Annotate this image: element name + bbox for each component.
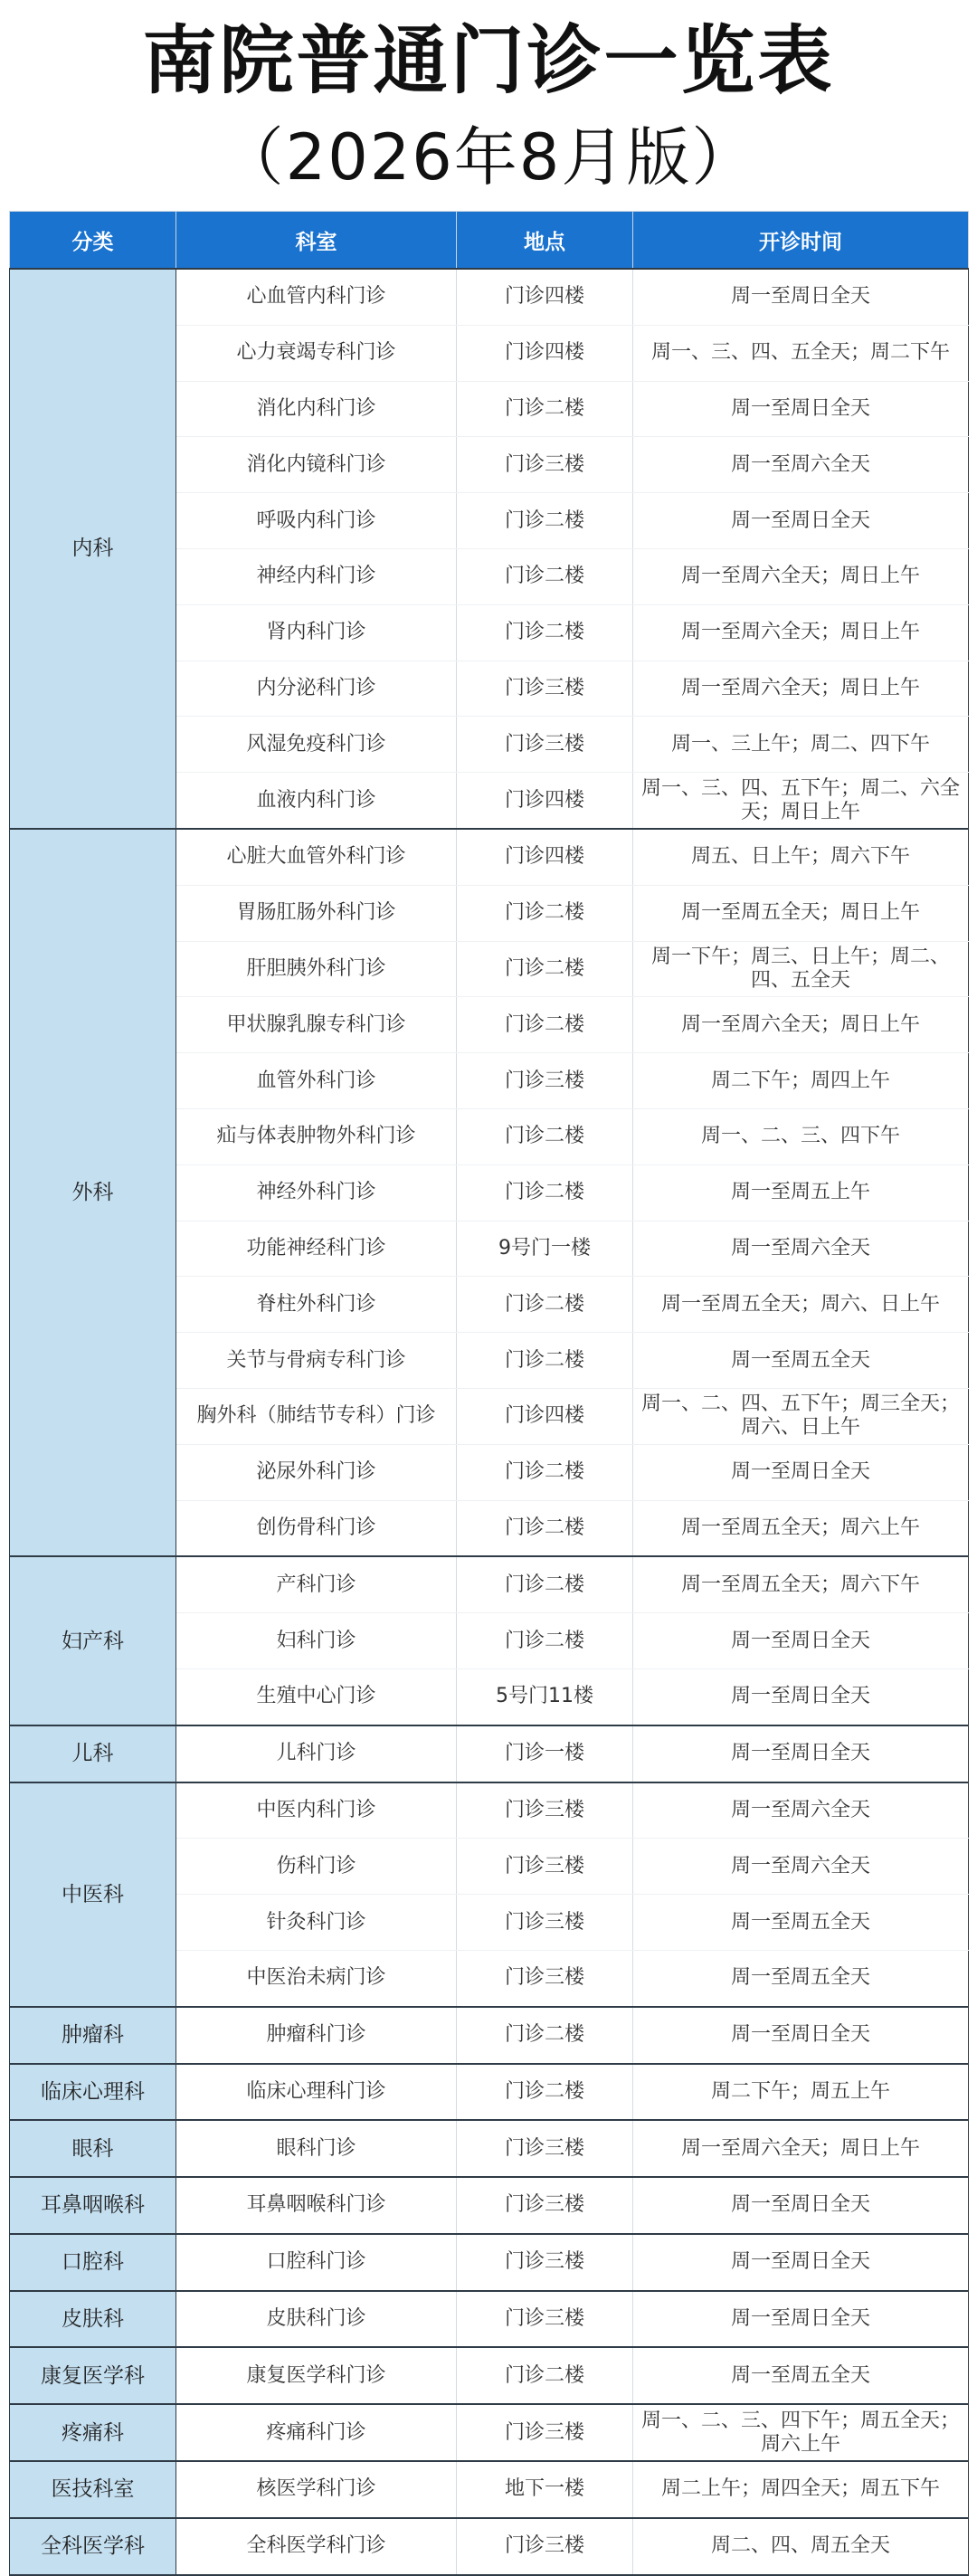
table-row	[10, 2404, 969, 2461]
category-cell: 外科	[10, 829, 176, 1556]
department-cell: 皮肤科门诊	[176, 2291, 457, 2348]
hours-cell: 周一至周日全天	[633, 1613, 969, 1669]
category-cell: 妇产科	[10, 1556, 176, 1725]
category-cell: 中医科	[10, 1782, 176, 2007]
category-cell: 眼科	[10, 2120, 176, 2177]
table-row	[10, 2234, 969, 2291]
location-cell: 门诊一楼	[457, 1725, 633, 1782]
location-cell: 门诊三楼	[457, 717, 633, 773]
location-cell: 门诊三楼	[457, 2518, 633, 2575]
department-cell: 消化内科门诊	[176, 381, 457, 437]
table-row	[10, 1782, 969, 1839]
hours-cell: 周一至周五全天；周六上午	[633, 1500, 969, 1556]
location-cell: 门诊三楼	[457, 1053, 633, 1109]
table-row	[10, 2064, 969, 2121]
category-cell: 口腔科	[10, 2234, 176, 2291]
hours-cell: 周一至周六全天；周日上午	[633, 997, 969, 1053]
hours-cell: 周一至周日全天	[633, 1444, 969, 1500]
department-cell: 疝与体表肿物外科门诊	[176, 1108, 457, 1164]
category-cell: 内科	[10, 269, 176, 829]
location-cell: 门诊二楼	[457, 1444, 633, 1500]
location-cell: 门诊二楼	[457, 885, 633, 941]
table-body	[10, 269, 969, 2575]
table-row	[10, 2177, 969, 2234]
location-cell: 门诊三楼	[457, 1839, 633, 1895]
table-row	[10, 1725, 969, 1782]
hours-cell: 周一至周五全天	[633, 1333, 969, 1389]
location-cell: 门诊三楼	[457, 437, 633, 493]
department-cell: 功能神经科门诊	[176, 1221, 457, 1277]
hours-cell: 周一、三上午；周二、四下午	[633, 717, 969, 773]
department-cell: 产科门诊	[176, 1556, 457, 1612]
hours-cell: 周二下午；周五上午	[633, 2064, 969, 2121]
category-cell: 肿瘤科	[10, 2007, 176, 2064]
page-subtitle: （2026年8月版）	[220, 120, 757, 195]
hours-cell: 周一、二、三、四下午	[633, 1108, 969, 1164]
hours-cell: 周一至周六全天；周日上午	[633, 548, 969, 604]
table-row	[10, 829, 969, 885]
category-cell: 医技科室	[10, 2461, 176, 2518]
table-row	[10, 2007, 969, 2064]
location-cell: 门诊四楼	[457, 1388, 633, 1444]
department-cell: 消化内镜科门诊	[176, 437, 457, 493]
department-cell: 泌尿外科门诊	[176, 1444, 457, 1500]
department-cell: 伤科门诊	[176, 1839, 457, 1895]
location-cell: 门诊四楼	[457, 829, 633, 885]
hours-cell: 周一至周五全天	[633, 2347, 969, 2404]
header-department: 科室	[176, 212, 457, 270]
hours-cell: 周一至周五全天	[633, 1895, 969, 1951]
department-cell: 血管外科门诊	[176, 1053, 457, 1109]
hours-cell: 周一、二、三、四下午；周五全天；周六上午	[633, 2404, 969, 2461]
department-cell: 妇科门诊	[176, 1613, 457, 1669]
table-header-row	[10, 212, 969, 270]
department-cell: 胸外科（肺结节专科）门诊	[176, 1388, 457, 1444]
hours-cell: 周一、三、四、五全天；周二下午	[633, 325, 969, 381]
location-cell: 门诊二楼	[457, 2347, 633, 2404]
hours-cell: 周一至周六全天	[633, 437, 969, 493]
hours-cell: 周一至周六全天；周日上午	[633, 2120, 969, 2177]
department-cell: 心血管内科门诊	[176, 269, 457, 325]
hours-cell: 周一至周五全天	[633, 1950, 969, 2006]
department-cell: 口腔科门诊	[176, 2234, 457, 2291]
category-cell: 儿科	[10, 1725, 176, 1782]
hours-cell: 周一下午；周三、日上午；周二、四、五全天	[633, 941, 969, 997]
hours-cell: 周一至周六全天；周日上午	[633, 604, 969, 661]
hours-cell: 周一至周六全天；周日上午	[633, 661, 969, 717]
location-cell: 门诊二楼	[457, 1164, 633, 1221]
location-cell: 门诊三楼	[457, 2404, 633, 2461]
department-cell: 肿瘤科门诊	[176, 2007, 457, 2064]
department-cell: 关节与骨病专科门诊	[176, 1333, 457, 1389]
location-cell: 门诊三楼	[457, 661, 633, 717]
location-cell: 门诊二楼	[457, 493, 633, 549]
department-cell: 核医学科门诊	[176, 2461, 457, 2518]
location-cell: 门诊二楼	[457, 604, 633, 661]
hours-cell: 周一至周日全天	[633, 269, 969, 325]
location-cell: 门诊二楼	[457, 1333, 633, 1389]
department-cell: 眼科门诊	[176, 2120, 457, 2177]
title-block	[0, 0, 977, 210]
location-cell: 门诊三楼	[457, 1782, 633, 1839]
hours-cell: 周一至周日全天	[633, 2234, 969, 2291]
hours-cell: 周一至周日全天	[633, 1668, 969, 1725]
table-row	[10, 2347, 969, 2404]
department-cell: 儿科门诊	[176, 1725, 457, 1782]
location-cell: 门诊三楼	[457, 1895, 633, 1951]
hours-cell: 周二、四、周五全天	[633, 2518, 969, 2575]
location-cell: 门诊二楼	[457, 1277, 633, 1333]
department-cell: 耳鼻咽喉科门诊	[176, 2177, 457, 2234]
location-cell: 门诊二楼	[457, 2064, 633, 2121]
department-cell: 风湿免疫科门诊	[176, 717, 457, 773]
header-location: 地点	[457, 212, 633, 270]
hours-cell: 周一至周五上午	[633, 1164, 969, 1221]
category-cell: 疼痛科	[10, 2404, 176, 2461]
hours-cell: 周一至周六全天	[633, 1839, 969, 1895]
header-category: 分类	[10, 212, 176, 270]
location-cell: 门诊三楼	[457, 2177, 633, 2234]
department-cell: 中医内科门诊	[176, 1782, 457, 1839]
category-cell: 耳鼻咽喉科	[10, 2177, 176, 2234]
department-cell: 临床心理科门诊	[176, 2064, 457, 2121]
department-cell: 康复医学科门诊	[176, 2347, 457, 2404]
department-cell: 内分泌科门诊	[176, 661, 457, 717]
hours-cell: 周一至周五全天；周六、日上午	[633, 1277, 969, 1333]
location-cell: 9号门一楼	[457, 1221, 633, 1277]
location-cell: 门诊四楼	[457, 269, 633, 325]
header-hours: 开诊时间	[633, 212, 969, 270]
department-cell: 心脏大血管外科门诊	[176, 829, 457, 885]
department-cell: 疼痛科门诊	[176, 2404, 457, 2461]
location-cell: 门诊二楼	[457, 1613, 633, 1669]
department-cell: 肝胆胰外科门诊	[176, 941, 457, 997]
category-cell: 临床心理科	[10, 2064, 176, 2121]
table-row	[10, 269, 969, 325]
category-cell: 全科医学科	[10, 2518, 176, 2575]
category-cell: 皮肤科	[10, 2291, 176, 2348]
department-cell: 肾内科门诊	[176, 604, 457, 661]
location-cell: 门诊二楼	[457, 381, 633, 437]
department-cell: 针灸科门诊	[176, 1895, 457, 1951]
location-cell: 门诊二楼	[457, 1500, 633, 1556]
hours-cell: 周二下午；周四上午	[633, 1053, 969, 1109]
category-cell: 康复医学科	[10, 2347, 176, 2404]
department-cell: 全科医学科门诊	[176, 2518, 457, 2575]
location-cell: 5号门11楼	[457, 1668, 633, 1725]
location-cell: 门诊二楼	[457, 548, 633, 604]
department-cell: 神经内科门诊	[176, 548, 457, 604]
hours-cell: 周一、三、四、五下午；周二、六全天；周日上午	[633, 773, 969, 829]
hours-cell: 周一至周日全天	[633, 381, 969, 437]
location-cell: 门诊三楼	[457, 1950, 633, 2006]
location-cell: 门诊二楼	[457, 997, 633, 1053]
table-row	[10, 2120, 969, 2177]
location-cell: 门诊二楼	[457, 1556, 633, 1612]
clinic-schedule-table	[9, 211, 969, 2576]
department-cell: 脊柱外科门诊	[176, 1277, 457, 1333]
department-cell: 创伤骨科门诊	[176, 1500, 457, 1556]
location-cell: 门诊二楼	[457, 1108, 633, 1164]
hours-cell: 周一至周日全天	[633, 493, 969, 549]
department-cell: 甲状腺乳腺专科门诊	[176, 997, 457, 1053]
hours-cell: 周一至周日全天	[633, 2007, 969, 2064]
location-cell: 门诊四楼	[457, 325, 633, 381]
department-cell: 呼吸内科门诊	[176, 493, 457, 549]
table-row	[10, 2291, 969, 2348]
hours-cell: 周一至周日全天	[633, 2291, 969, 2348]
table-row	[10, 2518, 969, 2575]
hours-cell: 周一至周五全天；周日上午	[633, 885, 969, 941]
hours-cell: 周一至周日全天	[633, 2177, 969, 2234]
department-cell: 胃肠肛肠外科门诊	[176, 885, 457, 941]
department-cell: 血液内科门诊	[176, 773, 457, 829]
hours-cell: 周一至周六全天	[633, 1782, 969, 1839]
hours-cell: 周五、日上午；周六下午	[633, 829, 969, 885]
hours-cell: 周一至周六全天	[633, 1221, 969, 1277]
hours-cell: 周二上午；周四全天；周五下午	[633, 2461, 969, 2518]
page-title: 南院普通门诊一览表	[142, 18, 835, 104]
department-cell: 生殖中心门诊	[176, 1668, 457, 1725]
location-cell: 门诊二楼	[457, 2007, 633, 2064]
hours-cell: 周一、二、四、五下午；周三全天；周六、日上午	[633, 1388, 969, 1444]
hours-cell: 周一至周五全天；周六下午	[633, 1556, 969, 1612]
location-cell: 门诊二楼	[457, 941, 633, 997]
location-cell: 门诊四楼	[457, 773, 633, 829]
location-cell: 门诊三楼	[457, 2234, 633, 2291]
location-cell: 门诊三楼	[457, 2291, 633, 2348]
department-cell: 心力衰竭专科门诊	[176, 325, 457, 381]
table-row	[10, 2461, 969, 2518]
location-cell: 地下一楼	[457, 2461, 633, 2518]
table-row	[10, 1556, 969, 1612]
department-cell: 中医治未病门诊	[176, 1950, 457, 2006]
department-cell: 神经外科门诊	[176, 1164, 457, 1221]
hours-cell: 周一至周日全天	[633, 1725, 969, 1782]
location-cell: 门诊三楼	[457, 2120, 633, 2177]
